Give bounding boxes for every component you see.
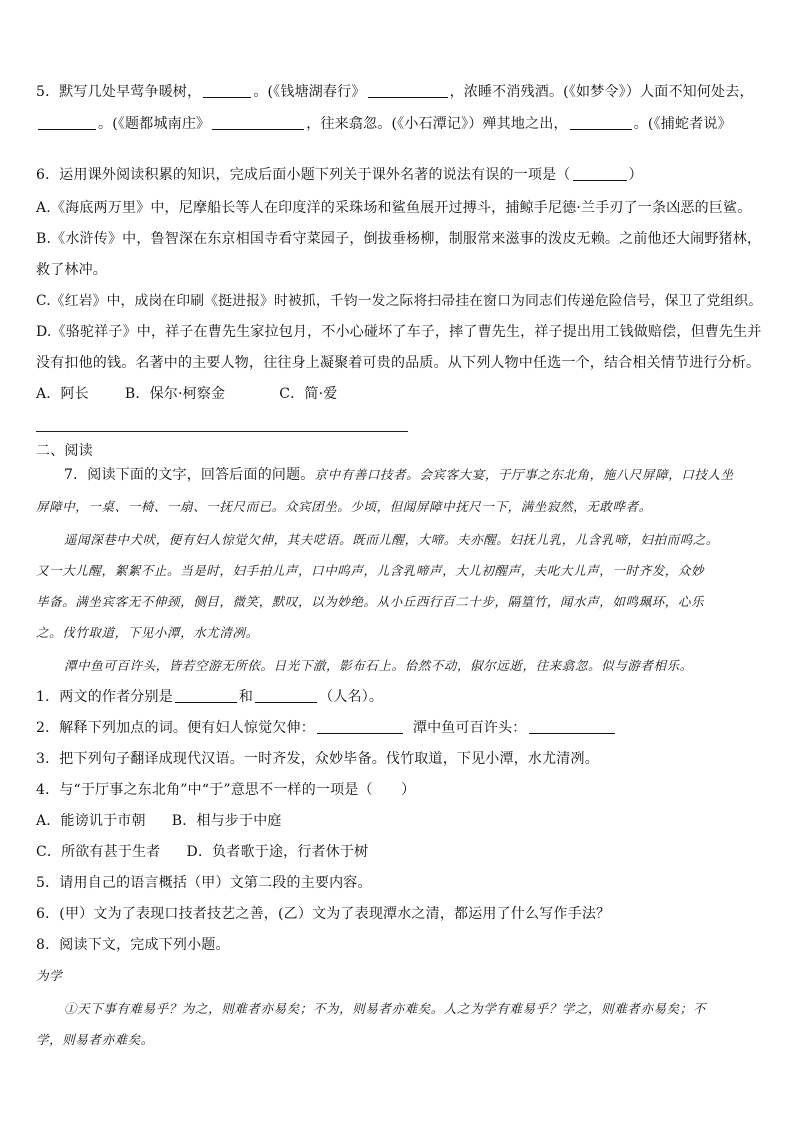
q5-blank-3[interactable] — [38, 115, 96, 130]
q5-blank-2[interactable] — [368, 83, 448, 98]
q5-line-1 — [36, 82, 766, 102]
q6-option-b: B.《水浒传》中，鲁智深在东京相国寺看守菜园子，倒拔垂杨柳，制服常来滋事的泼皮无赖。之前他还大闹野猪林， — [36, 231, 762, 247]
q5-text-d: 。(《题都城南庄》 — [98, 116, 211, 132]
author-blank-1[interactable] — [175, 688, 237, 703]
subq-6: 6．(甲）文为了表现口技者技艺之善，(乙）文为了表现潭水之清，都运用了什么写作手法？ — [36, 906, 611, 922]
subq-5: 5．请用自己的语言概括（甲）文第二段的主要内容。 — [36, 875, 372, 891]
q6-stem-close: ） — [628, 167, 643, 183]
explain-blank-2[interactable] — [529, 719, 615, 734]
subq-4-option-b: B．相与步于中庭 — [171, 813, 282, 829]
subq-4-options-1 — [36, 811, 766, 831]
subq-3: 3．把下列句子翻译成现代汉语。一时齐发，众妙毕备。伐竹取道，下见小潭，水尤清冽。 — [36, 751, 599, 767]
passage1-line-5: 毕备。满坐宾客无不伸颈，侧目，微笑，默叹，以为妙绝。从小丘西行百二十步，隔篁竹，闻水声，如鸣珮环，心乐 — [36, 594, 705, 609]
author-blank-2[interactable] — [255, 688, 317, 703]
passage2: 潭中鱼可百许头，皆若空游无所依。日光下澈，影布石上。佁然不动，俶尔远逝，往来翕忽。似与游者相乐。 — [64, 658, 693, 673]
subq-4-options-2 — [36, 842, 766, 862]
q6-option-b-cont: 救了林冲。 — [36, 262, 107, 278]
passage1-line-2: 屏障中，一桌、一椅、一扇、一抚尺而已。众宾团坐。少顷，但闻屏障中抚尺一下，满坐寂然，无敢哗者。 — [36, 499, 652, 514]
q5-blank-5[interactable] — [570, 115, 632, 130]
subq-4-option-c: C．所欲有甚于生者 — [36, 844, 161, 860]
passage1-line-1: 京中有善口技者。会宾客大宴，于厅事之东北角，施八尺屏障，口技人坐 — [314, 467, 734, 482]
q6-option-c: C.《红岩》中，成岗在印刷《挺进报》时被抓，千钧一发之际将扫帚挂在窗口为同志们传递危险信号，保卫了党组织。 — [36, 293, 763, 309]
choice-c: C．简·爱 — [279, 386, 338, 402]
q6-option-d: D.《骆驼祥子》中，祥子在曹先生家拉包月，不小心碰坏了车子，摔了曹先生，祥子提出用工钱做赔偿，但曹先生并 — [36, 324, 762, 340]
explain-blank-1[interactable] — [317, 719, 403, 734]
q6-option-d-cont: 没有扣他的钱。名著中的主要人物，往往身上凝聚着可贵的品质。从下列人物中任选一个，结合相关情节进行分析。 — [36, 355, 761, 371]
subq-1-end: （人名）。 — [319, 689, 384, 705]
q6-stem — [36, 165, 766, 185]
q6-stem-text: 6．运用课外阅读积累的知识，完成后面小题下列关于课外名著的说法有误的一项是（ — [36, 167, 571, 183]
passage1-line-6: 之。伐竹取道，下见小潭，水尤清冽。 — [36, 625, 259, 640]
subq-4-option-a: A．能谤讥于市朝 — [36, 813, 146, 829]
subq-1-text: 1．两文的作者分别是 — [36, 689, 173, 705]
q7-intro-text: 7．阅读下面的文字，回答后面的问题。 — [64, 467, 315, 483]
section-title: 二、阅读 — [36, 443, 93, 459]
q6-answer-blank[interactable] — [573, 166, 627, 181]
q6-option-a: A.《海底两万里》中，尼摩船长等人在印度洋的采珠场和鲨鱼展开过搏斗，捕鲸手尼德·兰手刃了一条凶恶的巨鲨。 — [36, 200, 752, 216]
q5-text-c: ，浓睡不消残酒。(《如梦令》）人面不知何处去， — [449, 84, 754, 100]
passage1-line-3: 遥闻深巷中犬吠，便有妇人惊觉欠伸，其夫呓语。既而儿醒，大啼。夫亦醒。妇抚儿乳，儿含乳啼，妇拍而呜之。 — [64, 532, 720, 547]
subq-2-text: 2．解释下列加点的词。便有妇人惊觉欠伸： — [36, 720, 315, 736]
q5-text-a: 5．默写几处早莺争暖树， — [36, 84, 202, 100]
choice-b: B．保尔·柯察金 — [124, 386, 226, 402]
q6-choices — [36, 384, 766, 404]
subq-1 — [36, 687, 766, 707]
q5-line-2 — [36, 114, 766, 134]
subq-4-option-d: D．负者歌于途，行者休于树 — [186, 844, 369, 860]
q8-intro: 8．阅读下文，完成下列小题。 — [36, 937, 230, 953]
subq-4: 4．与“于厅事之东北角”中“于”意思不一样的一项是（ ） — [36, 782, 416, 798]
q5-blank-1[interactable] — [203, 83, 251, 98]
q7-intro — [64, 465, 766, 485]
wenxue-line-2: 学，则易者亦难矣。 — [36, 1032, 154, 1047]
section-divider — [36, 431, 408, 432]
subq-2-text-b: 潭中鱼可百许头： — [412, 720, 527, 736]
choice-a: A．阿长 — [36, 386, 89, 402]
q5-text-f: 。(《捕蛇者说》 — [633, 116, 732, 132]
q5-text-b: 。(《钱塘湖春行》 — [253, 84, 366, 100]
wenxue-line-1: ①天下事有难易乎？为之，则难者亦易矣；不为，则易者亦难矣。人之为学有难易乎？学之，则难者亦易矣；不 — [64, 1001, 706, 1016]
passage1-line-4: 又一大儿醒，絮絮不止。当是时，妇手拍儿声，口中呜声，儿含乳啼声，大儿初醒声，夫叱大儿声，一时齐发，众妙 — [36, 563, 705, 578]
q5-blank-4[interactable] — [212, 115, 304, 130]
subq-2 — [36, 718, 766, 738]
subq-1-and: 和 — [238, 689, 254, 705]
q5-text-e: ，往来翕忽。(《小石潭记》）殚其地之出， — [306, 116, 568, 132]
wenxue-title: 为学 — [36, 968, 63, 983]
